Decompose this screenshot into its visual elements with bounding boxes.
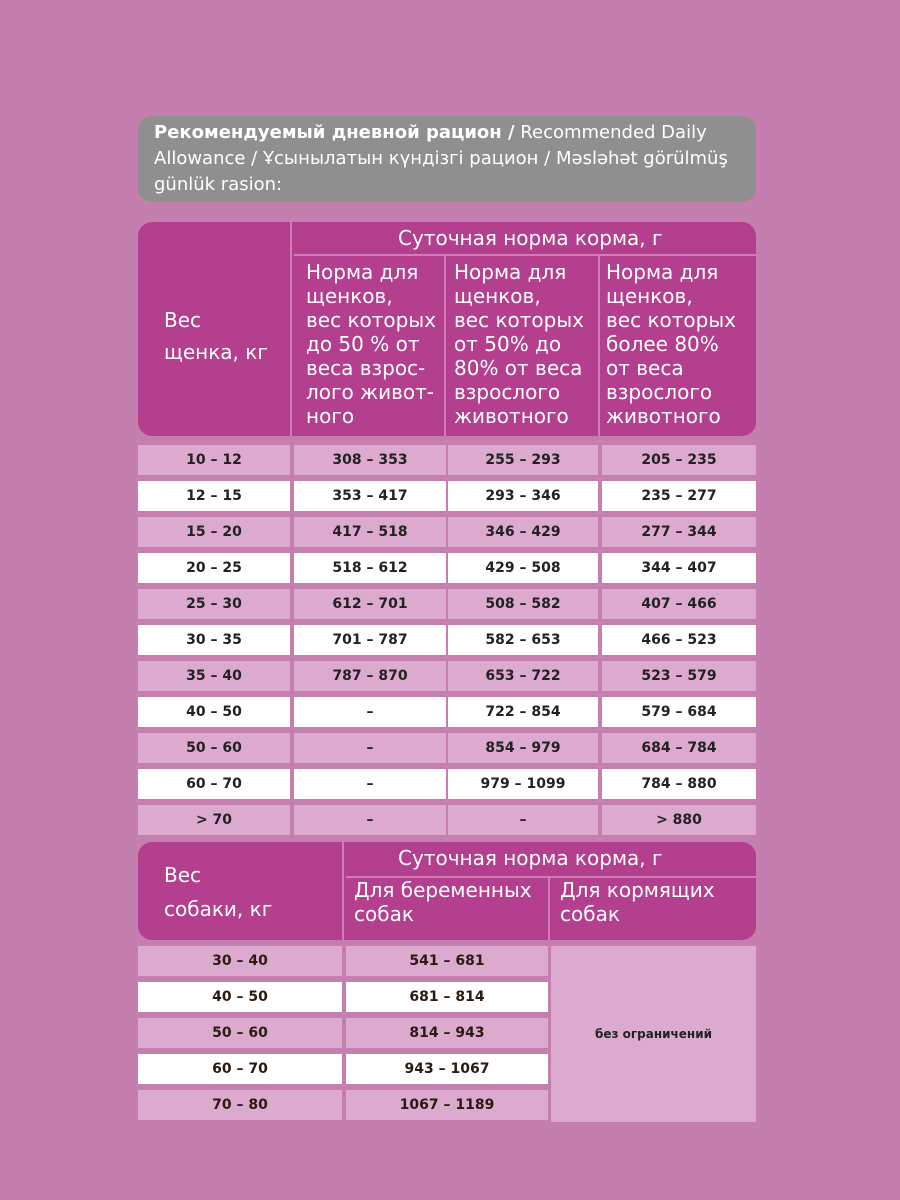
title-box — [138, 116, 756, 202]
norm-cell: 466 – 523 — [602, 625, 756, 655]
norm-cell: 344 – 407 — [602, 553, 756, 583]
norm-caption: Суточная норма корма, г — [398, 226, 663, 250]
norm-cell: – — [294, 733, 446, 763]
table-row — [0, 1090, 548, 1120]
col-a-line: щенков, — [306, 284, 393, 308]
pregnant-norm-cell: 681 – 814 — [346, 982, 548, 1012]
dog-weight-cell: 50 – 60 — [138, 1018, 342, 1048]
dog-weight-cell: 60 – 70 — [138, 1054, 342, 1084]
norm-cell: 784 – 880 — [602, 769, 756, 799]
norm-cell: 346 – 429 — [448, 517, 598, 547]
pregnant-line: Для беременных — [354, 878, 532, 902]
norm-cell: 701 – 787 — [294, 625, 446, 655]
weight-cell: > 70 — [138, 805, 290, 835]
norm-caption-2: Суточная норма корма, г — [398, 846, 663, 870]
norm-cell: 787 – 870 — [294, 661, 446, 691]
col-c-line: животного — [606, 404, 721, 428]
nursing-merged-cell: без ограничений — [551, 946, 756, 1122]
dog-weight-cell: 40 – 50 — [138, 982, 342, 1012]
norm-cell: – — [448, 805, 598, 835]
table-row — [0, 553, 900, 583]
table-row — [0, 589, 900, 619]
norm-cell: – — [294, 769, 446, 799]
table-row — [0, 982, 548, 1012]
norm-cell: 407 – 466 — [602, 589, 756, 619]
divider — [548, 876, 550, 940]
table-row — [0, 805, 900, 835]
pregnant-norm-cell: 1067 – 1189 — [346, 1090, 548, 1120]
col-c-line: от веса — [606, 356, 684, 380]
weight-cell: 12 – 15 — [138, 481, 290, 511]
weight-cell: 15 – 20 — [138, 517, 290, 547]
pregnant-norm-cell: 541 – 681 — [346, 946, 548, 976]
col-b-line: Норма для — [454, 260, 567, 284]
col-c-line: вес которых — [606, 308, 736, 332]
divider — [444, 254, 446, 436]
divider — [294, 254, 756, 256]
table-row — [0, 697, 900, 727]
col-a-line: вес которых — [306, 308, 436, 332]
norm-cell: 508 – 582 — [448, 589, 598, 619]
norm-cell: 205 – 235 — [602, 445, 756, 475]
col-a-line: веса взрос- — [306, 356, 426, 380]
col-b-line: щенков, — [454, 284, 541, 308]
table-row — [0, 946, 548, 976]
norm-cell: 582 – 653 — [448, 625, 598, 655]
title-line1-rest: Recommended Daily — [514, 122, 707, 143]
col-c-line: взрослого — [606, 380, 713, 404]
norm-cell: 612 – 701 — [294, 589, 446, 619]
title-line3: günlük rasion: — [154, 174, 283, 195]
col-c-line: Норма для — [606, 260, 719, 284]
col-a-header — [306, 260, 436, 428]
pregnant-line: собак — [354, 902, 414, 926]
pregnant-norm-cell: 943 – 1067 — [346, 1054, 548, 1084]
weight-cell: 40 – 50 — [138, 697, 290, 727]
table-row — [0, 661, 900, 691]
table-row — [0, 769, 900, 799]
col-b-line: животного — [454, 404, 569, 428]
norm-cell: 235 – 277 — [602, 481, 756, 511]
weight-header-line: Вес — [164, 308, 202, 332]
col-c-header — [606, 260, 736, 428]
col-b-line: 80% от веса — [454, 356, 583, 380]
dog-weight-line: Вес — [164, 863, 202, 887]
pregnant-norm-cell: 814 – 943 — [346, 1018, 548, 1048]
divider — [342, 842, 344, 940]
weight-cell: 10 – 12 — [138, 445, 290, 475]
col-b-line: вес которых — [454, 308, 584, 332]
dog-weight-header — [164, 858, 272, 926]
weight-header — [164, 304, 268, 368]
col-a-line: Норма для — [306, 260, 419, 284]
title-bold: Рекомендуемый дневной рацион / — [154, 122, 515, 143]
table-row — [0, 625, 900, 655]
norm-cell: 277 – 344 — [602, 517, 756, 547]
col-a-line: лого живот- — [306, 380, 435, 404]
weight-header-line: щенка, кг — [164, 340, 268, 364]
norm-cell: 523 – 579 — [602, 661, 756, 691]
col-a-line: ного — [306, 404, 355, 428]
norm-cell: 854 – 979 — [448, 733, 598, 763]
weight-cell: 60 – 70 — [138, 769, 290, 799]
weight-cell: 50 – 60 — [138, 733, 290, 763]
divider — [598, 254, 600, 436]
norm-cell: 417 – 518 — [294, 517, 446, 547]
title-line2: Allowance / Ұсынылатын күндізгі рацион / Məsləhət görülmüş — [154, 148, 728, 169]
norm-cell: – — [294, 697, 446, 727]
dog-weight-line: собаки, кг — [164, 897, 273, 921]
table-row — [0, 1018, 548, 1048]
nursing-line: собак — [560, 902, 620, 926]
norm-cell: 308 – 353 — [294, 445, 446, 475]
table-row — [0, 445, 900, 475]
nursing-header — [560, 878, 715, 926]
weight-cell: 30 – 35 — [138, 625, 290, 655]
weight-cell: 35 – 40 — [138, 661, 290, 691]
norm-cell: > 880 — [602, 805, 756, 835]
divider — [290, 222, 292, 436]
norm-cell: 979 – 1099 — [448, 769, 598, 799]
norm-cell: 293 – 346 — [448, 481, 598, 511]
puppy-table-header — [138, 222, 756, 436]
norm-cell: 653 – 722 — [448, 661, 598, 691]
col-a-line: до 50 % от — [306, 332, 420, 356]
col-c-line: более 80% — [606, 332, 719, 356]
norm-cell: – — [294, 805, 446, 835]
col-b-line: от 50% до — [454, 332, 562, 356]
col-b-header — [454, 260, 584, 428]
norm-cell: 722 – 854 — [448, 697, 598, 727]
table-row — [0, 481, 900, 511]
dog-weight-cell: 70 – 80 — [138, 1090, 342, 1120]
norm-cell: 353 – 417 — [294, 481, 446, 511]
adult-table-header — [138, 842, 756, 940]
table-row — [0, 517, 900, 547]
dog-weight-cell: 30 – 40 — [138, 946, 342, 976]
nursing-line: Для кормящих — [560, 878, 715, 902]
norm-cell: 684 – 784 — [602, 733, 756, 763]
pregnant-header — [354, 878, 532, 926]
norm-cell: 579 – 684 — [602, 697, 756, 727]
norm-cell: 255 – 293 — [448, 445, 598, 475]
col-c-line: щенков, — [606, 284, 693, 308]
norm-cell: 518 – 612 — [294, 553, 446, 583]
table-row — [0, 1054, 548, 1084]
table-row — [0, 733, 900, 763]
weight-cell: 20 – 25 — [138, 553, 290, 583]
col-b-line: взрослого — [454, 380, 561, 404]
weight-cell: 25 – 30 — [138, 589, 290, 619]
norm-cell: 429 – 508 — [448, 553, 598, 583]
